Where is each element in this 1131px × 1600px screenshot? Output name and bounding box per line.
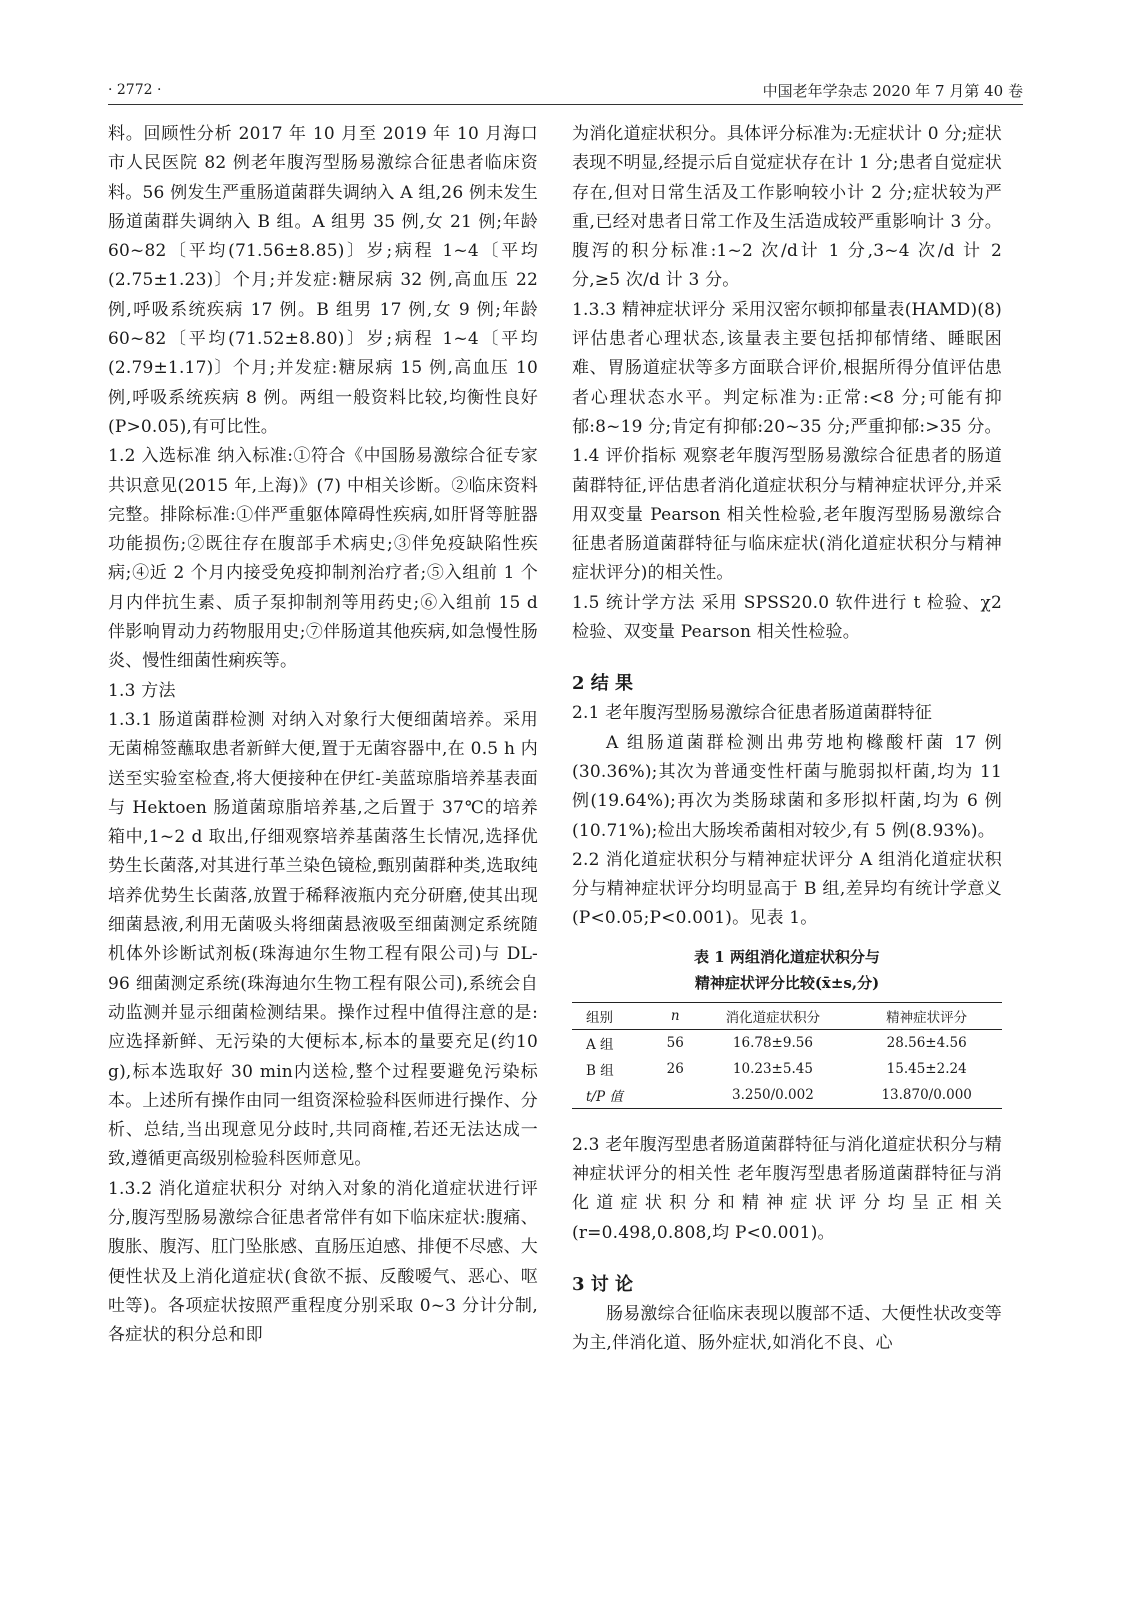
paragraph-patient-data: 料。回顾性分析 2017 年 10 月至 2019 年 10 月海口市人民医院 82 例老年腹泻型肠易激综合征患者临床资料。56 例发生严重肠道菌群失调纳入 A 组,26 例未发生肠道菌群失调纳入 B 组。A 组男 35 例,女 21 例;年龄 60~82〔平均(71.56±8.85)〕岁;病程 1~4〔平均(2.75±1.23)〕个月;并发症:糖尿病 32 例,高血压 22 例,呼吸系统疾病 17 例。B 组男 17 例,女 9 例;年龄 60~82〔平均(71.52±8.80)〕岁;病程 1~4〔平均(2.79±1.17)〕个月;并发症:糖尿病 15 例,高血压 10 例,呼吸系统疾病 8 例。两组一般资料比较,均衡性良好(P>0.05),有可比性。 <box>108 124 538 437</box>
section-2-2-scores: 2.2 消化道症状积分与精神症状评分 A 组消化道症状积分与精神症状评分均明显高于 B 组,差异均有统计学意义(P<0.05;P<0.001)。见表 1。 <box>572 849 1002 929</box>
section-2-1-body: A 组肠道菌群检测出弗劳地枸橼酸杆菌 17 例(30.36%);其次为普通变性杆菌与脆弱拟杆菌,均为 11 例(19.64%);再次为类肠球菌和多形拟杆菌,均为 6 例(10.71%);检出大肠埃希菌相对较少,有 5 例(8.93%)。 <box>572 732 1002 841</box>
table-cell <box>656 1082 695 1109</box>
section-1-3-1-flora-test: 1.3.1 肠道菌群检测 对纳入对象行大便细菌培养。采用无菌棉签蘸取患者新鲜大便,置于无菌容器中,在 0.5 h 内送至实验室检查,将大便接种在伊红-美蓝琼脂培养基表面与 Hektoen 肠道菌琼脂培养基,之后置于 37℃的培养箱中,1~2 d 取出,仔细观察培养基菌落生长情况,选择优势生长菌落,对其进行革兰染色镜检,甄别菌群种类,选取纯培养优势生长菌落,放置于稀释液瓶内充分研磨,使其出现细菌悬液,利用无菌吸头将细菌悬液吸至细菌测定系统随机体外诊断试剂板(珠海迪尔生物工程有限公司)与 DL-96 细菌测定系统(珠海迪尔生物工程有限公司),系统会自动监测并显示细菌检测结果。操作过程中值得注意的是:应选择新鲜、无污染的大便标本,标本的量要充足(约10 g),标本选取好 30 min内送检,整个过程要避免污染标本。上述所有操作由同一组资深检验科医师进行操作、分析、总结,当出现意见分歧时,共同商榷,若还无法达成一致,遵循更高级别检验科医师意见。 <box>108 709 538 1170</box>
section-1-3-2-gi-score: 1.3.2 消化道症状积分 对纳入对象的消化道症状进行评分,腹泻型肠易激综合征患者常伴有如下临床症状:腹痛、腹胀、腹泻、肛门坠胀感、直肠压迫感、排便不尽感、大便性状及上消化道症状(食欲不振、反酸嗳气、恶心、呕吐等)。各项症状按照严重程度分别采取 0~3 分计分制,各症状的积分总和即 <box>108 1178 538 1346</box>
journal-header: 中国老年学杂志 2020 年 7 月第 40 卷 <box>762 82 1023 100</box>
table-header-row <box>572 1002 1002 1029</box>
table-cell: B 组 <box>586 1062 614 1079</box>
table-row <box>572 1029 1002 1056</box>
paragraph-gi-score-criteria: 为消化道症状积分。具体评分标准为:无症状计 0 分;症状表现不明显,经提示后自觉症状存在计 1 分;患者自觉症状存在,但对日常生活及工作影响较小计 2 分;症状较为严重,已经对患者日常工作及生活造成较严重影响计 3 分。腹泻的积分标准:1~2 次/d计 1 分,3~4 次/d 计 2 分,≥5 次/d 计 3 分。 <box>572 124 1002 291</box>
table-cell: 3.250/0.002 <box>731 1086 814 1103</box>
section-1-3-heading: 1.3 方法 <box>108 680 176 701</box>
table-cell: A 组 <box>586 1036 614 1053</box>
table-header-cell: 精神症状评分 <box>886 1009 968 1026</box>
table-header-cell: 组别 <box>586 1009 613 1026</box>
spacer <box>572 1109 1002 1131</box>
table-cell: 26 <box>666 1060 684 1077</box>
table-header-cell: 消化道症状积分 <box>725 1009 821 1026</box>
discussion-body: 肠易激综合征临床表现以腹部不适、大便性状改变等为主,伴消化道、肠外症状,如消化不良、心 <box>572 1303 1002 1354</box>
table-1-grid <box>572 1002 1002 1109</box>
table-cell: t/P 值 <box>586 1088 623 1105</box>
spacer <box>572 1248 1002 1270</box>
header-rule <box>108 104 1023 105</box>
section-1-5-statistics: 1.5 统计学方法 采用 SPSS20.0 软件进行 t 检验、χ2 检验、双变量 Pearson 相关性检验。 <box>572 592 1002 643</box>
table-cell: 28.56±4.56 <box>886 1034 967 1051</box>
discussion-heading: 3 讨 论 <box>572 1273 634 1295</box>
table-cell: 15.45±2.24 <box>886 1060 967 1077</box>
table-caption-line2: 精神症状评分比较(x̄±s,分) <box>694 973 880 992</box>
section-1-3-3-hamd: 1.3.3 精神症状评分 采用汉密尔顿抑郁量表(HAMD)(8) 评估患者心理状态,该量表主要包括抑郁情绪、睡眠困难、胃肠道症状等多方面联合评价,根据所得分值评估患者心理状态水平。判定标准为:正常:<8 分;可能有抑郁:8~19 分;肯定有抑郁:20~35 分;严重抑郁:>35 分。 <box>572 299 1002 437</box>
right-column <box>572 120 1002 1359</box>
section-2-3-correlation: 2.3 老年腹泻型患者肠道菌群特征与消化道症状积分与精神症状评分的相关性 老年腹泻型患者肠道菌群特征与消化道症状积分和精神症状评分均呈正相关(r=0.498,0.808,均 P<0.001)。 <box>572 1134 1002 1243</box>
section-1-2-inclusion: 1.2 入选标准 纳入标准:①符合《中国肠易激综合征专家共识意见(2015 年,上海)》(7) 中相关诊断。②临床资料完整。排除标准:①伴严重躯体障碍性疾病,如肝肾等脏器功能损伤;②既往存在腹部手术病史;③伴免疫缺陷性疾病;④近 2 个月内接受免疫抑制剂治疗者;⑤入组前 1 个月内伴抗生素、质子泵抑制剂等用药史;⑥入组前 15 d 伴影响胃动力药物服用史;⑦伴肠道其他疾病,如急慢性肠炎、慢性细菌性痢疾等。 <box>108 446 538 672</box>
page-number: · 2772 · <box>108 82 162 98</box>
table-cell: 13.870/0.000 <box>881 1086 972 1103</box>
section-2-1-heading: 2.1 老年腹泻型肠易激综合征患者肠道菌群特征 <box>572 703 933 724</box>
table-cell: 56 <box>666 1034 684 1051</box>
results-heading: 2 结 果 <box>572 673 634 695</box>
table-row <box>572 1056 1002 1082</box>
table-caption-line1: 表 1 两组消化道症状积分与 <box>694 947 880 966</box>
table-cell: 10.23±5.45 <box>732 1060 813 1077</box>
table-header-cell: n <box>670 1007 680 1024</box>
table-1 <box>572 944 1002 1109</box>
table-cell: 16.78±9.56 <box>732 1034 813 1051</box>
spacer <box>572 647 1002 669</box>
section-1-4-indicators: 1.4 评价指标 观察老年腹泻型肠易激综合征患者的肠道菌群特征,评估患者消化道症状积分与精神症状评分,并采用双变量 Pearson 相关性检验,老年腹泻型肠易激综合征患者肠道菌群特征与临床症状(消化道症状积分与精神症状评分)的相关性。 <box>572 446 1002 584</box>
left-column <box>108 120 538 1350</box>
table-row <box>572 1082 1002 1109</box>
spacer <box>572 934 1002 944</box>
